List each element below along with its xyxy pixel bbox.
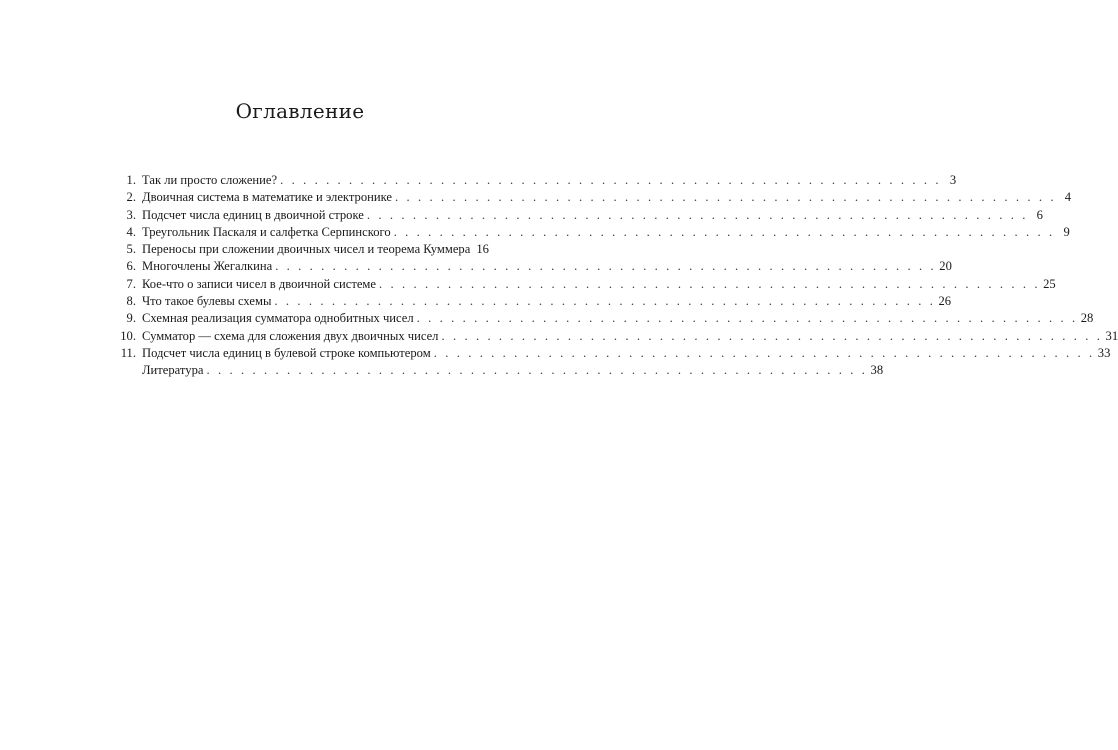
toc-entry-page: 25 [1043,276,1056,291]
toc-entry-number: 9. [126,311,136,326]
toc-entry-page: 9 [1063,224,1070,239]
toc-entry-page: 3 [949,173,957,187]
toc-entry [116,328,1118,345]
toc-entry-number: 4. [126,224,136,239]
toc-entry-number: 2. [126,190,136,205]
toc-entry-title: Многочлены Жегалкина [142,259,273,274]
toc-entry-title: Так ли просто сложение? [142,173,278,187]
table-of-contents [116,172,1118,380]
toc-entry-number: 8. [126,294,136,309]
toc-entry-page: 16 [476,242,489,257]
toc-entry [116,207,1043,224]
toc-entry-number: 7. [126,276,136,291]
toc-entry-title: Подсчет числа единиц в двоичной строке [142,207,364,222]
dot-leader: . . . . . . . . . . . . . . . . . . . . . . . . . . . . . . . . . . . . . . . . . . . . . . . . . . . . . . . . . . [274,294,936,309]
dot-leader: . . . . . . . . . . . . . . . . . . . . . . . . . . . . . . . . . . . . . . . . . . . . . . . . . . . . . . . . . . [395,190,1057,205]
toc-entry-title: Двоичная система в математике и электронике [142,190,393,205]
dot-leader: . . . . . . . . . . . . . . . . . . . . . . . . . . . . . . . . . . . . . . . . . . . . . . . . . . . . . . . . . . [433,345,1095,360]
page-title: Оглавление [235,99,365,123]
dot-leader: . . . . . . . . . . . . . . . . . . . . . . . . . . . . . . . . . . . . . . . . . . . . . . . . . . . . . . . . . . [416,311,1078,326]
toc-entry-title: Кое-что о записи чисел в двоичной системе [142,276,376,291]
toc-entry-page: 20 [939,259,952,274]
dot-leader: . . . . . . . . . . . . . . . . . . . . . . . . . . . . . . . . . . . . . . . . . . . . . . . . . . . . . . . . . . [206,363,868,378]
toc-entry-page: 28 [1080,311,1094,326]
toc-entry [116,189,1072,206]
toc-entry-title: Литература [142,363,204,378]
toc-entry-title: Сумматор — схема для сложения двух двоичных чисел [142,328,439,343]
toc-entry-page: 31 [1105,328,1118,343]
toc-entry-page: 26 [938,294,952,309]
toc-entry [116,172,957,189]
dot-leader: . . . . . . . . . . . . . . . . . . . . . . . . . . . . . . . . . . . . . . . . . . . . . . . . . . . . . . . . . . [280,173,942,187]
toc-entry-number: 3. [126,207,136,222]
toc-entry-number: 1. [126,173,136,187]
toc-entry-number: 6. [126,259,136,274]
toc-entry-number: 5. [126,242,136,257]
toc-entry [116,293,952,310]
toc-entry-number: 10. [120,328,136,343]
toc-entry-title: Переносы при сложении двоичных чисел и теорема Куммера [142,242,471,257]
toc-entry-title: Что такое булевы схемы [142,294,272,309]
toc-entry-page: 38 [870,363,884,378]
dot-leader: . . . . . . . . . . . . . . . . . . . . . . . . . . . . . . . . . . . . . . . . . . . . . . . . . . . . . . . . . . [366,207,1028,222]
toc-entry [116,224,1070,241]
toc-entry-title: Схемная реализация сумматора однобитных чисел [142,311,414,326]
dot-leader: . . . . . . . . . . . . . . . . . . . . . . . . . . . . . . . . . . . . . . . . . . . . . . . . . . . . . . . . . . [441,328,1103,343]
toc-entry-title: Треугольник Паскаля и салфетка Серпинского [142,224,391,239]
toc-entry-page: 6 [1036,207,1043,222]
toc-entry [116,258,952,275]
toc-entry-page: 33 [1097,345,1111,360]
toc-entry [116,276,1056,293]
dot-leader: . . . . . . . . . . . . . . . . . . . . . . . . . . . . . . . . . . . . . . . . . . . . . . . . . . . . . . . . . . [275,259,937,274]
toc-entry-page: 4 [1064,190,1072,205]
dot-leader: . . . . . . . . . . . . . . . . . . . . . . . . . . . . . . . . . . . . . . . . . . . . . . . . . . . . . . . . . . [379,276,1041,291]
toc-entry [116,345,1111,362]
toc-entry-title: Подсчет числа единиц в булевой строке компьютером [142,345,431,360]
toc-entry [116,362,884,379]
dot-leader: . . . . . . . . . . . . . . . . . . . . . . . . . . . . . . . . . . . . . . . . . . . . . . . . . . . . . . . . . . [393,224,1055,239]
toc-entry [116,241,489,258]
toc-entry-number: 11. [120,345,136,360]
toc-entry [116,310,1094,327]
